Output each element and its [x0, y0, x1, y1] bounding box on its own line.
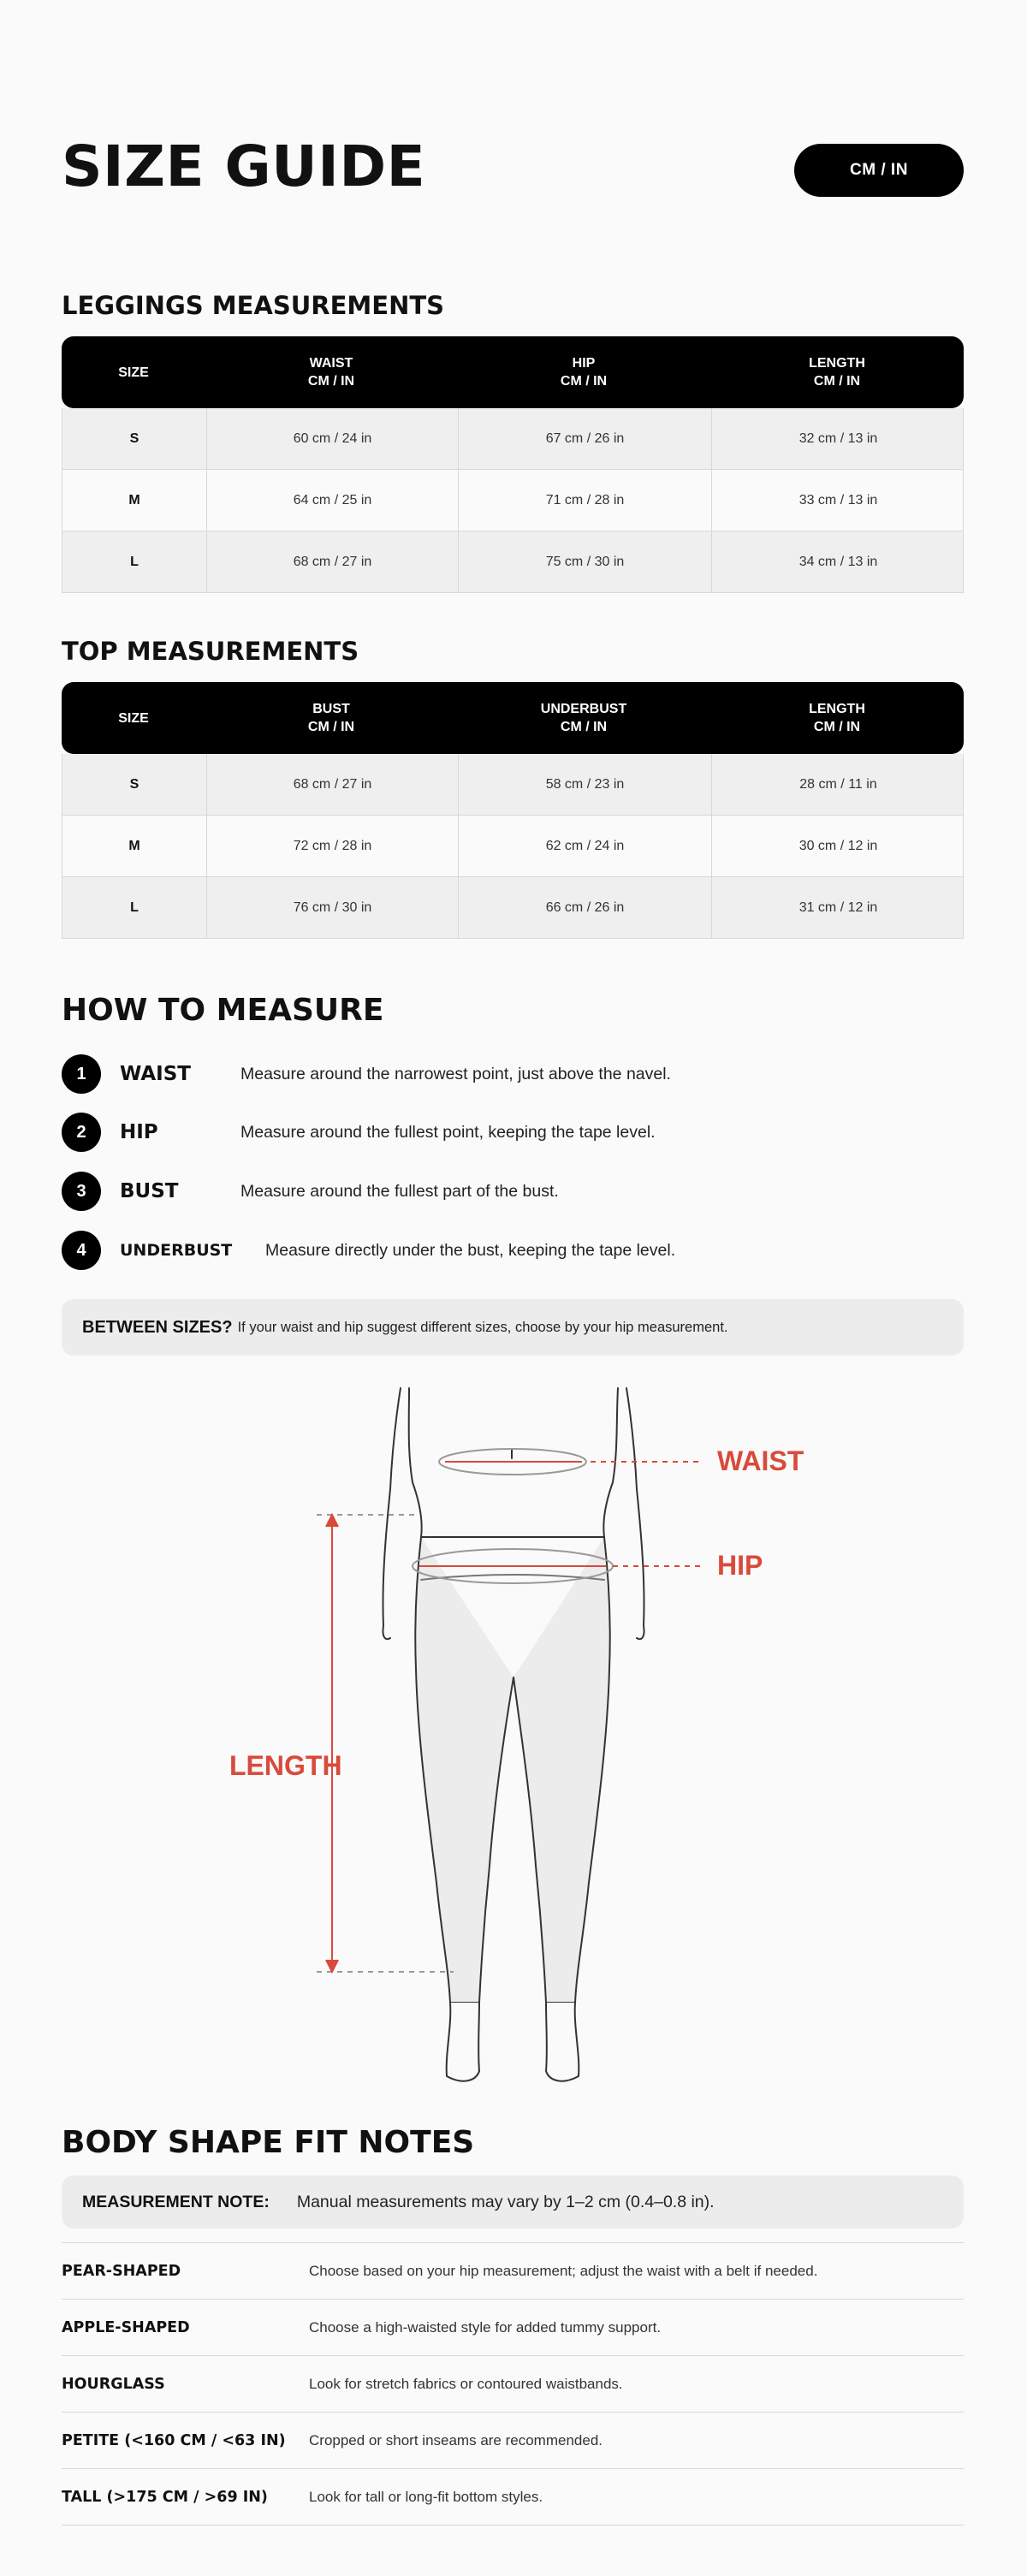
tip-text: If your waist and hip suggest different sizes, choose by your hip measurement. [237, 1319, 728, 1335]
step-number: 3 [62, 1172, 101, 1211]
column-header: UNDERBUST CM / IN [540, 702, 627, 734]
bust-cell: 72 cm / 28 in [206, 816, 458, 876]
leggings-section-title: LEGGINGS MEASUREMENTS [62, 291, 445, 320]
measurement-markers [317, 1449, 703, 1972]
fit-notes-title: BODY SHAPE FIT NOTES [62, 2125, 475, 2160]
length-cell: 33 cm / 13 in [711, 470, 965, 531]
top-table [62, 682, 964, 939]
step-description: Measure directly under the bust, keeping the tape level. [265, 1240, 676, 1260]
figure-illustration [383, 1388, 644, 2081]
underbust-cell: 66 cm / 26 in [458, 877, 711, 938]
length-cell: 32 cm / 13 in [711, 408, 965, 469]
waist-cell: 60 cm / 24 in [206, 408, 458, 469]
length-cell: 28 cm / 11 in [711, 754, 965, 815]
list-item [62, 2413, 964, 2469]
list-item [62, 2356, 964, 2413]
between-sizes-tip [62, 1299, 964, 1356]
fit-note-name: PETITE (<160 CM / <63 IN) [62, 2431, 286, 2449]
how-to-measure-title: HOW TO MEASURE [62, 993, 384, 1028]
list-item [62, 2300, 964, 2356]
bust-cell: 76 cm / 30 in [206, 877, 458, 938]
top-section-title: TOP MEASUREMENTS [62, 637, 359, 666]
step-description: Measure around the fullest part of the bust. [240, 1181, 559, 1201]
underbust-cell: 58 cm / 23 in [458, 754, 711, 815]
hip-cell: 75 cm / 30 in [458, 531, 711, 592]
table-row [62, 816, 963, 877]
table-header [62, 336, 964, 408]
measure-step-underbust [62, 1231, 676, 1270]
column-header: BUST CM / IN [307, 702, 355, 734]
column-header: SIZE [118, 365, 149, 380]
underbust-cell: 62 cm / 24 in [458, 816, 711, 876]
step-number: 2 [62, 1113, 101, 1152]
fit-note-description: Look for tall or long-fit bottom styles. [309, 2488, 543, 2505]
table-row [62, 470, 963, 531]
step-number: 4 [62, 1231, 101, 1270]
measure-step-bust [62, 1172, 559, 1211]
column-header: WAIST CM / IN [307, 356, 355, 389]
column-header: LENGTH CM / IN [809, 356, 865, 389]
fit-note-name: HOURGLASS [62, 2375, 165, 2393]
step-name: UNDERBUST [120, 1241, 233, 1260]
fit-note-description: Choose a high-waisted style for added tummy support. [309, 2318, 662, 2336]
unit-toggle-button[interactable]: CM / IN [794, 144, 964, 197]
table-row [62, 531, 963, 593]
fit-note-name: PEAR-SHAPED [62, 2262, 181, 2280]
measurement-diagram [0, 1369, 1027, 2088]
measurement-note [62, 2175, 964, 2229]
size-cell: S [129, 776, 140, 792]
hip-cell: 67 cm / 26 in [458, 408, 711, 469]
length-cell: 31 cm / 12 in [711, 877, 965, 938]
step-description: Measure around the narrowest point, just above the navel. [240, 1064, 671, 1083]
table-row [62, 408, 963, 470]
waist-label: WAIST [717, 1445, 804, 1476]
length-cell: 34 cm / 13 in [711, 531, 965, 592]
list-item [62, 2243, 964, 2300]
measure-step-waist [62, 1054, 671, 1094]
size-cell: L [130, 899, 139, 915]
size-cell: M [128, 838, 140, 853]
column-header: HIP CM / IN [560, 356, 608, 389]
table-row [62, 877, 963, 939]
table-header [62, 682, 964, 754]
measure-step-hip [62, 1113, 656, 1152]
note-label: MEASUREMENT NOTE: [82, 2192, 270, 2211]
fit-note-name: APPLE-SHAPED [62, 2318, 190, 2336]
step-description: Measure around the fullest point, keeping the tape level. [240, 1122, 656, 1142]
hip-cell: 71 cm / 28 in [458, 470, 711, 531]
list-item [62, 2469, 964, 2526]
size-cell: S [129, 430, 140, 446]
table-row [62, 754, 963, 816]
page-title: SIZE GUIDE [62, 134, 426, 199]
fit-note-name: TALL (>175 CM / >69 IN) [62, 2488, 268, 2506]
fit-note-description: Look for stretch fabrics or contoured waistbands. [309, 2375, 623, 2392]
size-cell: M [128, 492, 140, 507]
column-header: SIZE [118, 710, 149, 726]
step-number: 1 [62, 1054, 101, 1094]
tip-label: BETWEEN SIZES? [82, 1317, 233, 1337]
step-name: BUST [120, 1180, 179, 1202]
step-name: WAIST [120, 1063, 191, 1085]
waist-cell: 64 cm / 25 in [206, 470, 458, 531]
column-header: LENGTH CM / IN [809, 702, 865, 734]
leggings-table [62, 336, 964, 593]
fit-note-description: Choose based on your hip measurement; adjust the waist with a belt if needed. [309, 2262, 818, 2279]
fit-notes-list [62, 2242, 964, 2526]
bust-cell: 68 cm / 27 in [206, 754, 458, 815]
length-cell: 30 cm / 12 in [711, 816, 965, 876]
hip-label: HIP [717, 1550, 763, 1581]
length-label: LENGTH [229, 1750, 342, 1781]
waist-cell: 68 cm / 27 in [206, 531, 458, 592]
size-cell: L [130, 554, 139, 569]
fit-note-description: Cropped or short inseams are recommended. [309, 2431, 603, 2448]
step-name: HIP [120, 1121, 158, 1143]
note-text: Manual measurements may vary by 1–2 cm (0.4–0.8 in). [296, 2192, 715, 2211]
